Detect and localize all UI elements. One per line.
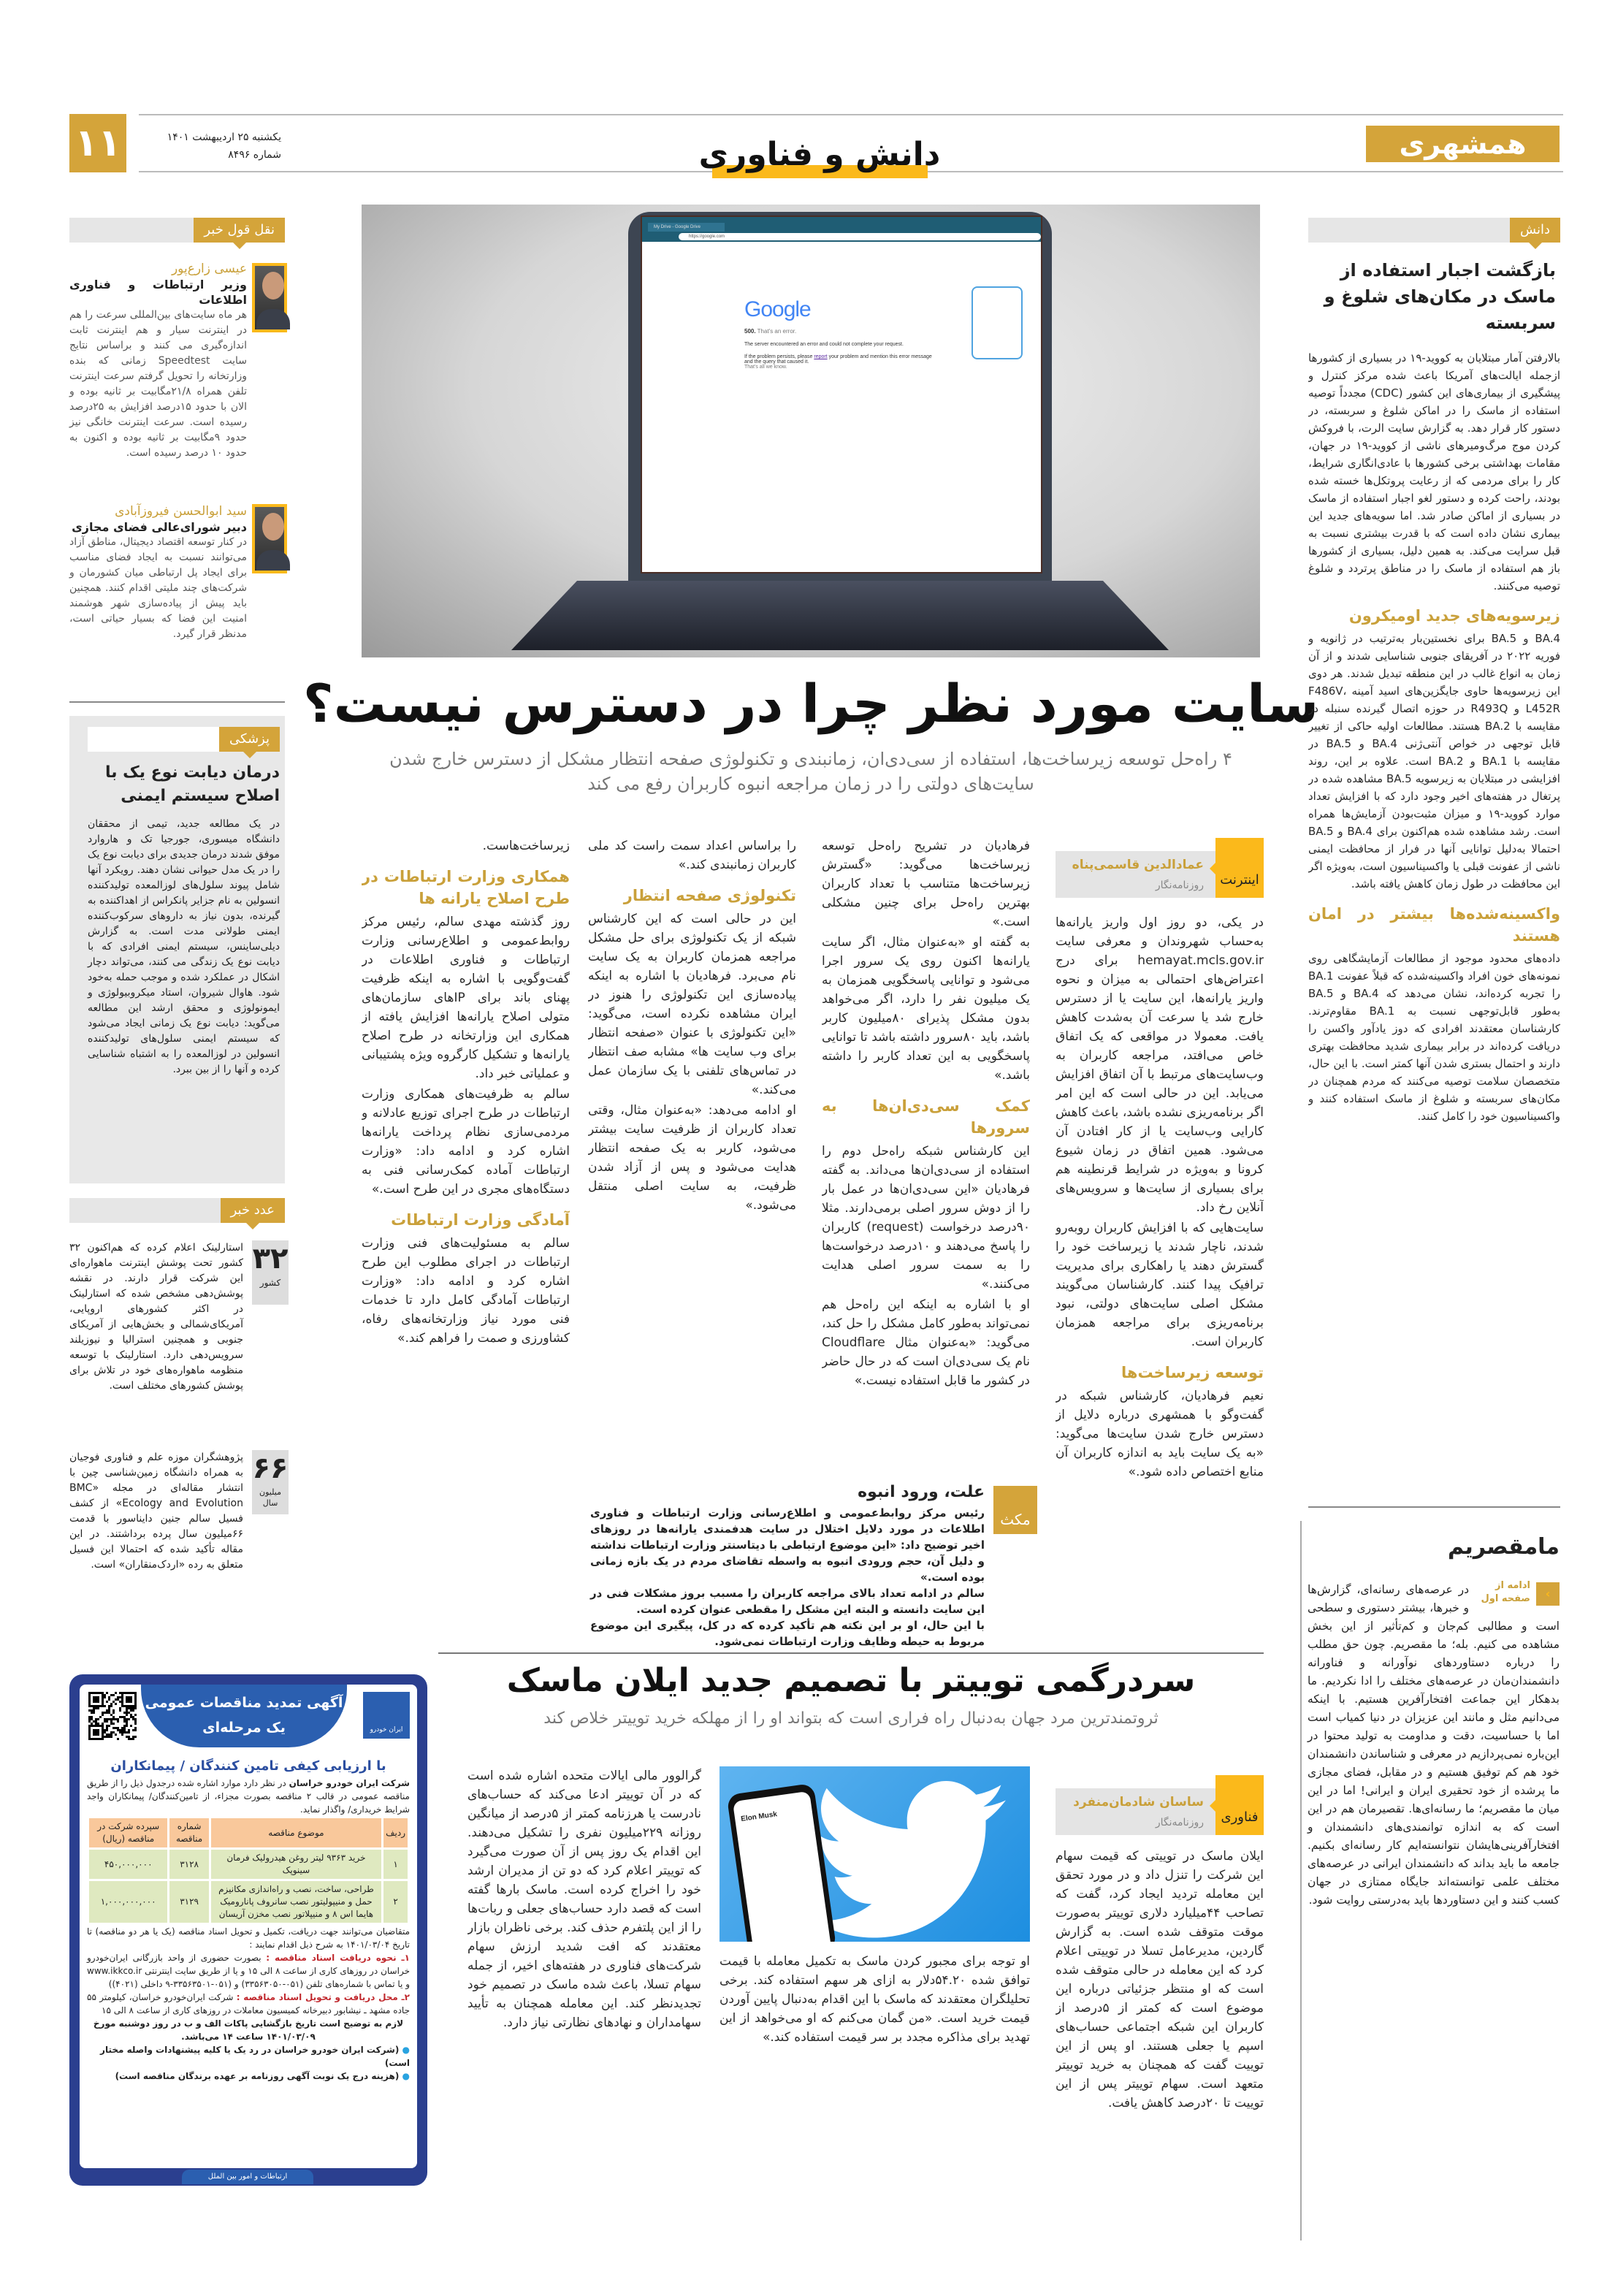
paragraph: این کارشناس شبکه راه‌حل دوم را استفاده از سی‌دی‌ان‌ها می‌داند. به گفته فرهادیان «این سی‌دی‌ان‌ها در عمل بار را از دوش سرور اصلی برمی‌دارند. مثلا ۹۰درصد درخواست (request) کاربران را پاسخ می‌دهند و ۱۰درصد درخواست‌ها را به سمت سرور اصلی هدایت می‌کنند.» — [822, 1144, 1030, 1292]
paragraph: بالارفتن آمار مبتلایان به کووید-۱۹ در بسیاری از کشورها ازجمله ایالت‌های آمریکا باعث شده مرکز کنترل و پیشگیری از بیماری‌های این کشور (CDC) مجدداً توصیه استفاده از ماسک را در اماکن شلوغ و سربسته، در دستور کار قرار دهد. به گزارش سایت الرت، با فروکش کردن موج مرگ‌ومیرهای ناشی از کووید-۱۹ در جهان، مقامات بهداشتی برخی کشورها با عادی‌انگاری شرایط، کار را برای مردمی که از رعایت پروتکل‌ها خسته شده بودند، راحت کرده و دستور لغو اجبار استفاده از ماسک در بسیاری از اماکن صادر شد. اما سویه‌های جدید این بیماری نشان داده است که با قدرت بیشتری نسبت به قبل سرایت می‌کند. به همین دلیل، بسیاری از کشورها باز هم استفاده از ماسک را در مناطق پرتردد و شلوغ توصیه می‌کنند. — [1308, 351, 1560, 592]
numbers-header — [69, 1198, 285, 1223]
paragraph: گرالوور مالی ایالات متحده اشاره شده است که در آن توییتر ادعا می‌کند که حساب‌های نادرست یا هرزنامه کمتر از ۵درصد از میانگین روزانه ۲۲۹میلیون نفری را تشکیل می‌دهند. این اقدام یک روز پس از آن صورت می‌گیرد که توییتر اعلام کرد که دو تن از مدیران ارشد خود را اخراج کرده است. ماسک بارها گفته است که قصد دارد حساب‌های جعلی و ربات‌ها را از این پلتفرم حذف کند. برخی ناظران بازار معتقدند که افت شدید ارزش سهام شرکت‌های فناوری در هفته‌های اخیر، از جمله سهام تسلا، باعث شده ماسک در تصمیم خود تجدیدنظر کند. این معامله همچنان به تأیید سهامداران و نهادهای نظارتی نیاز دارد. — [467, 1769, 701, 2030]
issue-date: یکشنبه ۲۵ اردیبهشت ۱۴۰۱ — [167, 131, 281, 143]
error-message: The server encountered an error and could not complete your request. — [744, 342, 904, 347]
byline-role: روزنامه‌نگار — [1155, 1817, 1204, 1828]
error-end: That's all we know. — [744, 365, 787, 370]
main-subtitle: ۴ راه‌حل توسعه زیرساخت‌ها، استفاده از سی‌دی‌ان، زمانبندی و تکنولوژی صفحه انتظار مشکل از دسترس خارج شدن سایت‌های دولتی را در زمان مراجعه انبوه کاربران رفع می کند — [389, 749, 1232, 794]
issue-info — [135, 129, 281, 164]
stat-unit: میلیون سال — [259, 1487, 281, 1508]
editorial-text — [1308, 1581, 1560, 1910]
quotes-section-label: نقل قول خبر — [194, 218, 285, 243]
paragraph: فرهادیان در تشریح راه‌حل توسعه زیرساخت‌ها می‌گوید: «گسترش زیرساخت‌ها متناسب با تعداد کاربران بهترین راه‌حل برای چنین مشکلی است.» — [822, 839, 1030, 929]
error-page — [744, 297, 934, 370]
subheading: واکسینه‌شده‌ها بیشتر در امان هستند — [1308, 905, 1560, 945]
quotes-header — [69, 218, 285, 243]
main-column-3 — [588, 836, 796, 1465]
ad-note: لازم به توضیح است تاریخ بازگشایی پاکات الف و ب در روز دوشنبه مورخ ۱۴۰۱/۰۳/۰۹ ساعت ۱۴ می‌باشد. — [93, 2018, 404, 2042]
cell: ۳۱۲۸ — [169, 1850, 208, 1879]
quote-2 — [69, 504, 247, 642]
paragraph: سالم به مسئولیت‌های فنی وزارت ارتباطات در اجرای مطلوب این طرح اشاره کرد و ادامه داد: «وزارت ارتباطات آمادگی کامل دارد تا خدمات فنی مورد نیاز وزارتخانه‌های رفاه، کشاورزی و صمت را فراهم کند.» — [362, 1236, 570, 1346]
twitter-column-1 — [1056, 1847, 1264, 2239]
twitter-column-2 — [719, 1952, 1030, 2239]
avatar-firouzabadi — [252, 504, 287, 573]
cell: ۴۵۰,۰۰۰,۰۰۰ — [89, 1850, 167, 1879]
main-column-1 — [1056, 913, 1264, 1636]
science-body — [1308, 349, 1560, 1498]
twitter-photo — [719, 1766, 1030, 1942]
tender-table — [87, 1816, 410, 1925]
main-column-2 — [822, 836, 1030, 1465]
table-row — [89, 1850, 408, 1879]
paragraph: این در حالی است که این کارشناس شبکه از یک تکنولوژی برای حل مشکل مراجعه همزمان کاربران به یک سایت نام می‌برد. فرهادیان با اشاره به اینکه پیاده‌سازی این تکنولوژی را هنوز در ایران مشاهده نکرده است، می‌گوید: «این تکنولوژی با عنوان «صفحه انتظار برای وب سایت ها» مشابه صف انتظار در تماس‌های تلفنی با یک سازمان عمل می‌کند.» — [588, 912, 796, 1097]
ad-company: شرکت ایران خودرو خراسان — [289, 1778, 410, 1788]
cell: ۳۱۲۹ — [169, 1881, 208, 1923]
paragraph: BA.4 و BA.5 برای نخستین‌بار به‌ترتیب در ژانویه و فوریه ۲۰۲۲ در آفریقای جنوبی شناسایی شدند و از آن زمان به انواع غالب در این منطقه تبدیل شدند. هر دوی این زیرسویه‌ها حاوی جایگزین‌های اسید آمینه F486V، L452R و R493Q در حوزه اتصال گیرنده سنبله در مقایسه با BA.2 هستند. مطالعات اولیه حاکی از تغییر قابل توجهی در خواص آنتی‌ژنی BA.4 و BA.5 در مقایسه با BA.1 و BA.2 است. علاوه بر این، روند افزایشی در مبتلایان به زیرسویه BA.5 مشاهده شده در پرتغال در هفته‌های اخیر وجود دارد که با افزایش تعداد موارد کووید-۱۹ و میزان مثبت‌بودن آزمایش‌ها همراه است. رشد مشاهده شده هم‌اکنون برای BA.4 و BA.5 احتمالا به‌دلیل توانایی آنها در فرار از محافظت ایمنی ناشی از عفونت قبلی یا واکسیناسیون است، به‌ویژه اگر این محافظت در طول زمان کاهش یافته باشد. — [1308, 632, 1560, 890]
issue-number: شماره ۸۴۹۶ — [228, 149, 281, 161]
ad-title-line: آگهی تمدید مناقصات عمومی — [145, 1695, 343, 1711]
paragraph: داده‌های محدود موجود از مطالعات آزمایشگاهی روی نمونه‌های خون افراد واکسینه‌شده که قبلاً عفونت BA.1 را تجربه کرده‌اند، نشان می‌دهد که BA.4 و BA.5 به‌طور قابل‌توجهی نسبت به BA.1 مقاوم‌ترند. کارشناسان معتقدند افرادی که دوز یادآور واکسن را دریافت کرده‌اند در برابر بیماری شدید محافظت بهتری دارند و احتمال بستری شدن آنها کمتر است. با این حال، متخصصان سلامت توصیه می‌کنند که مردم همچنان در مکان‌های سربسته و شلوغ از ماسک استفاده کنند و واکسیناسیون خود را کامل کنند. — [1308, 952, 1560, 1123]
ad-title — [141, 1685, 347, 1747]
stat-value: ۶۶ — [252, 1452, 289, 1485]
paragraph: او ادامه می‌دهد: «به‌عنوان مثال، وقتی تعداد کاربران از ظرفیت سایت بیشتر می‌شود، کاربر به یک صفحه انتظار هدایت می‌شود و پس از آزاد شدن ظرفیت، به سایت اصلی منتقل می‌شود.» — [588, 1103, 796, 1213]
phone-profile-name: Elon Musk — [733, 1791, 832, 1942]
stat-text-1: استارلینک اعلام کرده که هم‌اکنون ۳۲ کشور تحت پوشش اینترنت ماهواره‌ای این شرکت قرار دارند. در نقشه پوشش‌دهی مشخص شده که استارلینک در اکثر کشورهای اروپایی، آمریکای‌شمالی و بخش‌هایی از آمریکای جنوبی و همچنین استرالیا و نیوزیلند سرویس‌دهی دارد. استارلینک با توسعه منظومه ماهواره‌های خود در تلاش برای پوشش کشورهای مختلف است. — [69, 1242, 243, 1392]
science-title: بازگشت اجبار استفاده از ماسک در مکان‌های شلوغ و سربسته — [1324, 260, 1556, 333]
box-tab: مکث — [993, 1486, 1037, 1534]
ad-item-label: ۱ـ نحوه دریافت اسناد مناقصه : — [266, 1953, 410, 1963]
twitter-column-3 — [467, 1766, 701, 2239]
box-paragraph: رئیس مرکز روابط‌عمومی و اطلاع‌رسانی وزارت ارتباطات و فناوری اطلاعات در مورد دلایل اختلال در سایت هدفمندی یارانه‌ها در روزهای اخیر توضیح داد: «این موضوع ارتباطی با دیتاسنتر وزارت ارتباطات نداشته و دلیل آن، حجم ورودی انبوه به واسطه تقاضای مردم در یک بازه زمانی بوده است.» — [590, 1506, 985, 1584]
subheading: کمک سی‌دی‌ان‌ها به سرورها — [822, 1097, 1030, 1137]
main-byline — [1056, 851, 1264, 898]
cell: ۲ — [383, 1881, 408, 1923]
column-header: موضوع مناقصه — [211, 1818, 381, 1847]
header-top-rule — [139, 114, 1563, 115]
continued-label: ادامه از صفحه اول — [1481, 1580, 1530, 1604]
avatar-zarepour — [252, 263, 287, 332]
quote-name: سید ابوالحسن فیروزآبادی — [115, 504, 247, 519]
stat-box-2 — [252, 1450, 289, 1514]
quote-1 — [69, 262, 247, 461]
editorial-title: مامقصریم — [1447, 1534, 1560, 1560]
paragraph: او با اشاره به اینکه این راه‌حل هم نمی‌تواند به‌طور کامل مشکل را حل کند، می‌گوید: «به‌عنوان مثال Cloudflare نام یک سی‌دی‌ان است که در حال حاضر در کشور ما قابل استفاده نیست.» — [822, 1297, 1030, 1388]
medicine-box — [69, 716, 285, 1183]
cell: طراحی، ساخت، نصب و راه‌اندازی مکانیزم حمل و منیپولیتور نصب سانروف پانارومیک هایما اس ۸ و منیپلاتور نصب مخزن آریسان — [211, 1881, 381, 1923]
paragraph: زیرساخت‌هاست. — [482, 839, 570, 853]
article-divider — [438, 1652, 1264, 1654]
byline-category: فناوری — [1215, 1775, 1264, 1835]
paragraph: سایت‌هایی که با افزایش کاربران رو‌به‌رو شدند، ناچار شدند یا زیرساخت خود را گسترش دهند یا راهکاری برای مدیریت ترافیک پیدا کنند. کارشناسان می‌گویند مشکل اصلی سایت‌های دولتی، نبود برنامه‌ریزی برای مراجعه همزمان کاربران است. — [1056, 1221, 1264, 1349]
twitter-bird-icon — [807, 1781, 1012, 1942]
main-column-4 — [362, 836, 570, 1636]
browser-toolbar — [642, 232, 1041, 242]
science-section-label: دانش — [1510, 218, 1560, 243]
section-title: دانش و فناوری — [698, 136, 941, 173]
ad-item-label: ۲ـ محل دریافت و تحویل اسناد مناقصه : — [236, 1992, 410, 2002]
medicine-text: در یک مطالعه جدید، تیمی از محققان دانشگاه میسوری، جورجیا تک و هاروارد موفق شدند درمان جدیدی برای دیابت نوع یک را در یک مدل حیوانی نشان دهند. رویکرد آنها شامل پیوند سلول‌های لوزالمعده تولیدکننده انسولین به نام جزایر پانکراس از اهداکننده به گیرنده، بدون نیاز به داروهای سرکوب‌کننده ایمنی طولانی مدت است. به گزارش دیلی‌ساینس، سیستم ایمنی افرادی که با دیابت نوع یک زندگی می کنند، می‌تواند دچار اشکال در عملکرد شده و موجب حمله به‌خود شود. هاوال شیروان، استاد میکروبیولوژی و ایمونولوژی و محقق ارشد این مطالعه می‌گوید: دیابت نوع یک زمانی ایجاد می‌شود که سیستم ایمنی سلول‌های تولیدکننده انسولین در لوزالمعده را به اشتباه شناسایی کرده و آنها را از بین ببرد. — [88, 818, 280, 1075]
column-header: ردیف — [383, 1818, 408, 1847]
box-title: علت، ورود انبوه — [858, 1483, 985, 1501]
laptop-photo — [362, 205, 1260, 657]
error-short: That's an error. — [757, 328, 797, 335]
quote-name: عیسی زارع‌پور — [171, 262, 247, 276]
tender-ad — [69, 1674, 427, 2186]
robot-illustration-icon — [972, 286, 1023, 359]
box-content — [590, 1481, 985, 1649]
ad-bullet: (شرکت ایران خودرو خراسان در رد یک یا کلیه پیشنهادات واصله مختار است) — [100, 2045, 410, 2068]
ad-item: بصورت حضوری از واحد بازرگانی ایران‌خودرو خراسان در روزهای کاری از ساعت ۸ الی ۱۵ و یا از طریق سایت اینترنتی www.ikkco.ir و یا تماس با شماره‌های تلفن (۰۵۱-۳۳۵۶۳۰۵۰) و (۰۵۱-۳۳۵۶۳۵۰۱-۹ داخلی (۴۰۲۱)) — [87, 1953, 410, 1989]
paragraph: نعیم فرهادیان، کارشناس شبکه در گفت‌وگو با همشهری درباره دلایل از دسترس خارج شدن سایت‌ها می‌گوید: «به یک سایت باید به اندازه کاربران آن منابع اختصاص داده شود.» — [1056, 1389, 1264, 1479]
ad-intro: در نظر دارد موارد اشاره شده درجدول ذیل را از طریق مناقصه عمومی در قالب ۲ مناقصه بصورت مجزاء، از تامین‌کنندگان/ پیمانکاران واجد شرایط خریداری/ واگذار نماید. — [87, 1778, 410, 1815]
medicine-section-label: پزشکی — [219, 727, 280, 752]
stat-box-1 — [252, 1240, 289, 1305]
numbers-section-label: عدد خبر — [221, 1198, 285, 1223]
subheading: آمادگی وزارت ارتباطات — [391, 1211, 570, 1229]
ad-subtitle: با ارزیابی کیفی تامین کنندگان / پیمانکاران — [110, 1758, 386, 1774]
medicine-header — [88, 727, 280, 752]
laptop-keyboard-base — [511, 581, 1169, 650]
ad-footer: ارتباطات و امور بین الملل — [182, 2170, 313, 2184]
paragraph: سالم به ظرفیت‌های همکاری وزارت ارتباطات در طرح اجرای توزیع عادلانه و مردمی‌سازی نظام پرداخت یارانه‌ها اشاره کرد و ادامه داد: «وزارت ارتباطات آماده کمک‌رسانی فنی به دستگاه‌های مجری در این طرح است.» — [362, 1087, 570, 1197]
ad-inner: آگهی تمدید مناقصات عمومی یک مرحله‌ای ایران خودرو با ارزیابی کیفی تامین کنندگان / پیمانکاران شرکت ایران خودرو خراسان در نظر دارد موارد اشاره شده درجدول ذیل را از طریق مناقصه عمومی در قالب ۲ مناقصه بصورت مجزاء، از تامین‌کنندگان/ پیمانکاران واجد شرایط خریداری/ واگذار نماید. ردیف موضوع مناقصه شماره مناقصه سپرده شرکت در مناقصه (ریال) ۱ خرید ۹۳۶۳ لیتر روغن هیدرولیک فرمان سینوپک ۳۱۲۸ ۴۵۰,۰۰۰,۰۰۰ ۲ طراحی، ساخت، نصب و راه‌اندازی مکانیزم حمل و منیپولیتور نصب سانروف پانارومیک هایما اس ۸ و منیپلاتور نصب مخزن آریسان ۳۱۲۹ ۱,۰۰۰,۰۰۰,۰۰۰ متقاضیان می‌توانند جهت دریافت، تکمیل و تحویل اسناد مناقصه (یک یا هر دو مناقصه) تا تاریخ ۱۴۰۱/۰۳/۰۴ به شرح ذیل اقدام نمایند : ۱ـ نحوه دریافت اسناد مناقصه : بصورت حضوری از واحد بازرگانی ایران‌خودرو خراسان در روزهای کاری از ساعت ۸ الی ۱۵ و یا از طریق سایت اینترنتی www.ikkco.ir و یا تماس با شماره‌های تلفن (۰۵۱-۳۳۵۶۳۰۵۰) و (۰۵۱-۳۳۵۶۳۵۰۱-۹ داخلی (۴۰۲۱)) ۲ـ محل دریافت و تحویل اسناد مناقصه : شرکت ایران‌خودرو خراسان، کیلومتر ۵۵ جاده مشهد ـ نیشابور دبیرخانه کمیسیون معاملات در روزهای کاری از ساعت ۸ الی ۱۵ لازم به توضیح است تاریخ بازگشایی پاکات الف و ب در روز دوشنبه مورخ ۱۴۰۱/۰۳/۰۹ ساعت ۱۴ می‌باشد. ● (شرکت ایران خودرو خراسان در رد یک یا کلیه پیشنهادات واصله مختار است) ● (هزینه درج یک نوبت آگهی روزنامه بر عهده برندگان مناقصه است) ارتباطات و امور بین الملل — [80, 1685, 417, 2168]
science-header — [1308, 218, 1560, 243]
page-number: ۱۱ — [69, 114, 126, 172]
ikco-logo: ایران خودرو — [363, 1692, 410, 1739]
error-more: If the problem persists, please — [744, 354, 813, 359]
twitter-byline — [1056, 1788, 1264, 1835]
paragraph: به گفته او «به‌عنوان مثال، اگر سایت یارانه‌ها اکنون روی یک سرور اجرا می‌شود و توانایی پاسخگویی همزمان به یک میلیون نفر را دارد، اگر می‌خواهد بدون مشکل پذیرای ۸۰میلیون کاربر باشد، باید ۸۰سرور داشته باشد تا توانایی پاسخگویی به این تعداد کاربر را داشته باشد.» — [822, 935, 1030, 1083]
editorial-divider — [1308, 1506, 1560, 1508]
quote-title: وزیر ارتباطات و فناوری اطلاعات — [69, 278, 247, 307]
stat-value: ۳۲ — [252, 1242, 289, 1275]
google-logo: Google — [744, 297, 811, 321]
subheading: همکاری وزارت ارتباطات در طرح اصلاح یارانه ها — [362, 868, 570, 907]
column-header: شماره مناقصه — [169, 1818, 208, 1847]
column-header: سپرده شرکت در مناقصه (ریال) — [89, 1818, 167, 1847]
float-spacer — [1469, 1581, 1560, 1616]
ad-deadline: متقاضیان می‌توانند جهت دریافت، تکمیل و تحویل اسناد مناقصه (یک یا هر دو مناقصه) تا تاریخ ۱۴۰۱/۰۳/۰۴ به شرح ذیل اقدام نمایند : — [87, 1926, 410, 1950]
browser-tabbar — [642, 217, 1041, 232]
stat-unit: کشور — [259, 1278, 281, 1288]
address-bar[interactable]: https://google.com — [679, 233, 1041, 240]
paragraph: ایلان ماسک در توییتی که قیمت سهام این شرکت را تنزل داد و در مورد تحقق این معامله تردید ایجاد کرد، گفت که تصاحب ۴۴میلیارد دلاری توییتر به‌صورت موقت متوقف شده است. به گزارش گاردین، مدیرعامل تسلا در توییتی اعلام کرد که این معامله در حالی متوقف شده است که او منتظر جزئیاتی درباره این موضوع است که کمتر از ۵درصد از کاربران این شبکه اجتماعی حساب‌های اسپم یا جعلی هستند. او پس از این توییت گفت که همچنان به خرید توییتر متعهد است. سهام توییتر پس از این توییت تا ۲۰درصد کاهش یافت. — [1056, 1849, 1264, 2110]
box-paragraph: سالم در ادامه تعداد بالای مراجعه کاربران را مسبب بروز مشکلات فنی در این سایت دانسته و البته این مشکل را مقطعی عنوان کرده است. — [590, 1587, 985, 1616]
stat-text-2: پژوهشگران موزه علم و فناوری فوجیان به همراه دانشگاه زمین‌شناسی چین با انتشار مقاله‌ای در مجله «BMC Ecology and Evolution» از کشف فسیل سالم جنین دایناسور با قدمت ۶۶میلیون سال پرده برداشتند. در این مقاله تأکید شده که احتمالا این فسیل متعلق به رده «اردک‌منقاران» است. — [69, 1452, 243, 1571]
continued-arrow-icon: ‹ — [1536, 1582, 1560, 1606]
table-row — [89, 1881, 408, 1923]
ad-title-line: یک مرحله‌ای — [202, 1720, 286, 1736]
twitter-headline: سردرگمی توییتر با تصمیم جدید ایلان ماسک — [506, 1662, 1196, 1699]
quotes-divider — [69, 701, 285, 703]
paragraph: او توجه برای مجبور کردن ماسک به تکمیل معامله با قیمت توافق شده ۵۴.۲۰دلار به ازای هر سهم استفاده کند. برخی تحلیلگران معتقدند که ماسک با این اقدام به‌دنبال پایین آوردن قیمت خرید است. «من گمان می‌کنم که او می‌خواهد از این تهدید برای مذاکره مجدد بر سر قیمت استفاده کند.» — [719, 1954, 1030, 2045]
byline-author: ساسان شادمان‌منفرد — [1073, 1795, 1204, 1809]
subheading: تکنولوژی صفحه انتظار — [623, 887, 796, 904]
ad-item: شرکت ایران‌خودرو خراسان، کیلومتر ۵۵ جاده مشهد ـ نیشابور دبیرخانه کمیسیون معاملات در روزهای کاری از ساعت ۸ الی ۱۵ — [87, 1992, 410, 2015]
sidebar-box — [588, 1471, 1037, 1647]
editorial-body: در عرصه‌های رسانه‌ای، گزارش‌ها و خبرها، بیشتر دستوری و سطحی است و مطالبی کم‌جان و کم‌تأثیر از این بخش مشاهده می کنیم. بله؛ ما مقصریم. چون حق مطلب را درباره دستاوردهای نوآورانه و فناورانه دانشمندان‌مان در عرصه‌های مختلف را ادا نکردیم. ما بدهکار این جماعت افتخارآفرین هستیم. با اینکه می‌دانیم مثل و مانند این عزیزان در دنیا کمیاب است اما با حساسیت، دقت و مداومت به تولید محتوا در این‌باره نمی‌پردازیم در معرفی و شناساندن دانشمندان خود هم کم توفیق هستیم و در مقابل، فضای مجازی ما پرشده از خود تحقیری ایران و ایرانی! اما در این میان ما مقصریم؛ ما رسانه‌ای‌ها. تقصیرمان هم در این است که به اندازه توانمندی‌های دانشمندان و افتخارآفرینی‌هایشان نتوانسته‌ایم کار رسانه‌ای بکنیم. جامعه ما باید بداند که دانشمندان ایرانی در عرصه‌های مختلف علمی توانسته‌اند جایگاه ممتازی در جهان کسب کنند و این دستاوردها باید به‌درستی روایت شود. — [1308, 1583, 1560, 1907]
newspaper-logo: همشهری — [1366, 126, 1560, 162]
box-paragraph: با این حال، او بر این نکته هم تأکید کرده که در کل، پیگیری این موضوع مربوط به حیطه وظایف وزارت ارتباطات نمی‌شود. — [590, 1619, 985, 1648]
ad-bullet: (هزینه درج یک نوبت آگهی روزنامه بر عهده برندگان مناقصه است) — [115, 2071, 400, 2081]
paragraph: را براساس اعداد سمت راست کد ملی کاربران زمانبندی کند.» — [588, 839, 796, 872]
subheading: توسعه زیرساخت‌ها — [1121, 1364, 1264, 1381]
quote-text: در کنار توسعه اقتصاد دیجیتال، مناطق آزاد می‌توانند نسبت به ایجاد فضای مناسب برای ایجاد پل ارتباطی میان کشورمان و شرکت‌های چند ملیتی اقدام کنند. همچنین باید پیش از پیاده‌سازی شهر هوشمند امنیت این فضا که بسیار حیاتی است، مدنظر قرار گیرد. — [69, 536, 247, 640]
table-header-row — [89, 1818, 408, 1847]
quote-text: هر ماه سایت‌های بین‌المللی سرعت را هم در اینترنت سیار و هم اینترنت ثابت اندازه‌گیری می کنند و براساس نتایج سایت Speedtest زمانی که بنده وزارتخانه را تحویل گرفتم سرعت اینترنت تلفن همراه ۲۱/۸مگابیت بر ثانیه بوده و الان با حدود ۱۵درصد افزایش به ۲۵درصد رسیده است. سرعت اینترنت خانگی نیز حدود ۹مگابیت بر ثانیه بوده و اکنون به حدود ۱۰ درصد رسیده است. — [69, 309, 247, 459]
subheading: زیرسویه‌های جدید اومیکرون — [1348, 607, 1560, 625]
browser-tab[interactable]: My Drive - Google Drive — [648, 223, 725, 232]
editorial — [1300, 1521, 1560, 2240]
quote-title: دبیر شورای‌عالی فضای مجازی — [72, 520, 247, 534]
cell: ۱ — [383, 1850, 408, 1879]
main-headline: سایت مورد نظر چرا در دسترس نیست؟ — [302, 673, 1319, 734]
medicine-title: درمان دیابت نوع یک با اصلاح سیستم ایمنی — [104, 763, 280, 805]
byline-author: عمادالدین قاسمی‌پناه — [1072, 858, 1204, 872]
error-code: 500. — [744, 328, 756, 335]
paragraph: در یکی، دو روز اول واریز یارانه‌ها به‌حساب شهروندان و معرفی سایت hemayat.mcls.gov.ir برای درج اعتراض‌های احتمالی به میزان و نحوه واریز یارانه‌ها، این سایت یا از دسترس خارج شد یا سرعت آن به‌شدت کاهش یافت. معمولا در مواقعی که یک اتفاق خاص می‌افتد، مراجعه کاربران به وب‌سایت‌های مرتبط با آن اتفاق افزایش می‌یابد. این در حالی است که این امر اگر برنامه‌ریزی نشده باشد، باعث کاهش کارایی وب‌سایت یا از کار افتادن آن می‌شود. همین اتفاق در زمان شیوع کرونا و به‌ویژه در شرایط قرنطینه هم برای بسیاری از سایت‌ها و سرویس‌های آنلاین رخ داد. — [1056, 915, 1264, 1215]
twitter-subtitle: ثروتمندترین مرد جهان به‌دنبال راه فراری است که بتواند او را از مهلکه خرید توییتر خلاص کند — [543, 1709, 1159, 1728]
report-link[interactable]: report — [814, 354, 828, 359]
byline-category: اینترنت — [1215, 838, 1264, 898]
error-more-2: your problem and mention this error message and the query that caused it. — [744, 354, 932, 365]
paragraph: روز گذشته مهدی سالم، رئیس مرکز روابط‌عمومی و اطلاع‌رسانی وزارت ارتباطات و فناوری اطلاعات در گفت‌وگویی با اشاره به اینکه ظرفیت پهنای باند برای IPهای سازمان‌های متولی اصلاح یارانه‌ها افزایش یافته از همکاری این وزارتخانه در طرح اصلاح یارانه‌ها و تشکیل کارگروه ویژه پشتیبانی و عملیاتی خبر داد. — [362, 915, 570, 1081]
cell: ۱,۰۰۰,۰۰۰,۰۰۰ — [89, 1881, 167, 1923]
cell: خرید ۹۳۶۳ لیتر روغن هیدرولیک فرمان سینوپک — [211, 1850, 381, 1879]
qr-code-icon — [88, 1692, 137, 1740]
laptop-screen — [641, 216, 1042, 573]
byline-role: روزنامه‌نگار — [1155, 880, 1204, 891]
